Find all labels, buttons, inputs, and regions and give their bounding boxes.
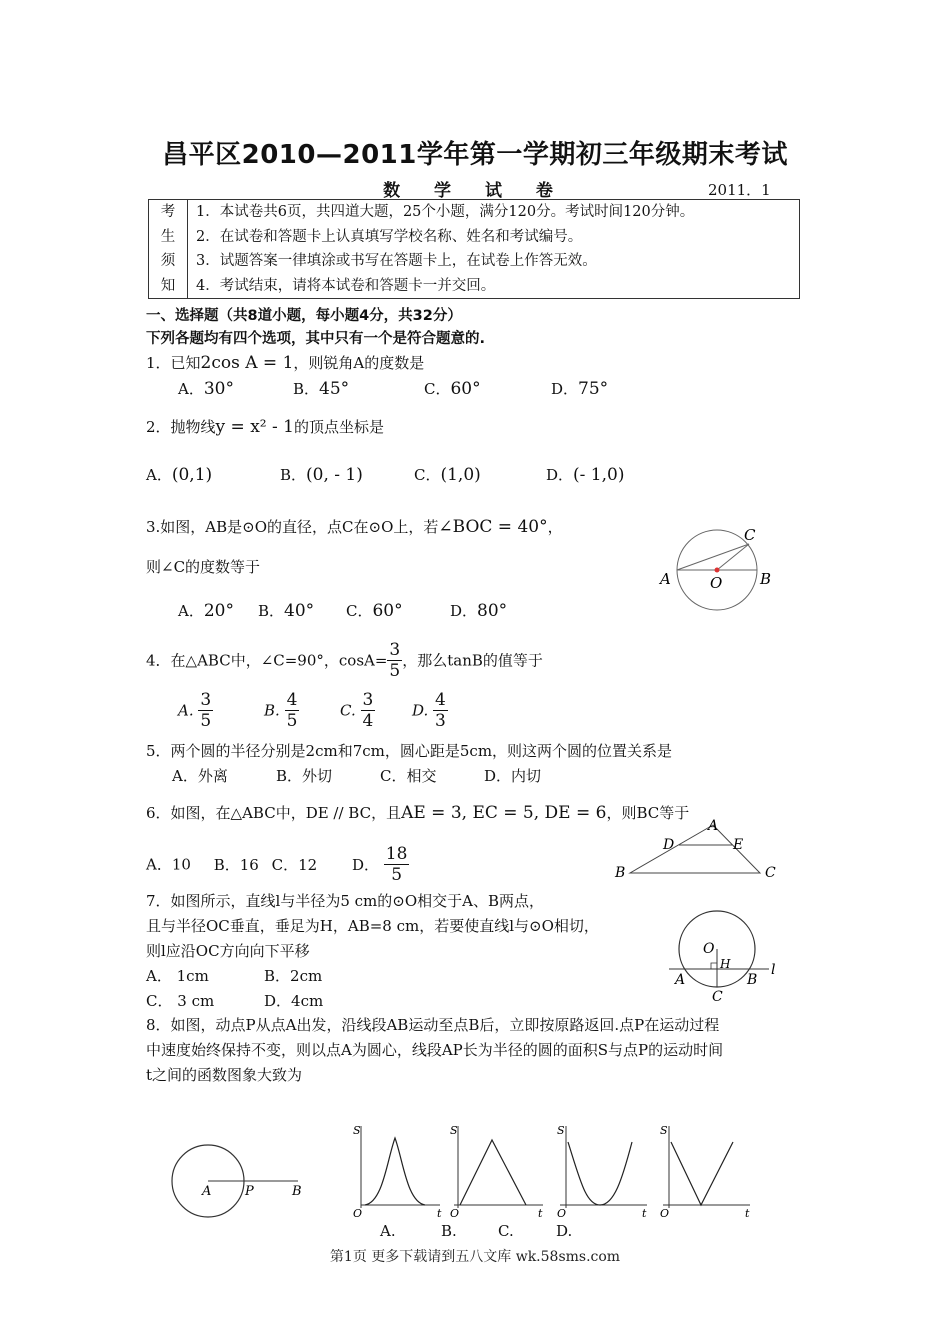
q6-label-a: A — [708, 818, 719, 834]
q7-stem-line3: 则l应沿OC方向向下平移 — [146, 942, 310, 960]
q3-radius-oc — [717, 544, 749, 570]
q6-label-d: D — [663, 837, 675, 853]
q8-graph-d-t-label: t — [745, 1207, 750, 1220]
notice-lines — [188, 200, 800, 299]
notice-label-char: 须 — [160, 253, 176, 269]
q8-graph-b-t-label: t — [538, 1207, 543, 1220]
q6-label-b: B — [615, 865, 626, 881]
q4-option-a[interactable]: A. $\frac{3}{5}$ — [178, 690, 212, 731]
notice-label — [149, 200, 188, 299]
q8-graph-d-line — [671, 1142, 733, 1205]
q3-option-b[interactable]: B．40° — [258, 601, 315, 621]
q3-chord-ac — [677, 544, 749, 570]
q4-fraction: $\frac{3}{5}$ — [389, 640, 401, 681]
q3-center-dot — [715, 568, 720, 573]
q6-math: AE = 3, EC = 5, DE = 6 — [401, 803, 607, 823]
q1-math: 2cos A = 1 — [200, 353, 294, 373]
q3-label-o: O — [710, 574, 723, 592]
q8-graph-a — [345, 1120, 445, 1220]
q8-label-b: B — [292, 1184, 302, 1199]
q3-stem-line1: 3.如图，AB是⊙O的直径，点C在⊙O上，若∠BOC = 40°， — [146, 517, 563, 537]
q7-label-a: A — [675, 972, 686, 988]
q7-circle-figure — [665, 905, 790, 1005]
q8-graph-c-o-label: O — [557, 1207, 567, 1220]
q5-option-a[interactable]: A．外离 — [172, 767, 228, 785]
q6-option-a[interactable]: A．10 — [146, 855, 191, 874]
q2-stem-prefix: 2．抛物线 — [146, 418, 216, 436]
q3-math: ∠BOC = 40° — [438, 517, 548, 537]
q4-option-b[interactable]: B. $\frac{4}{5}$ — [264, 690, 298, 731]
notice-table — [148, 199, 800, 299]
q2-stem — [146, 416, 384, 437]
q8-graph-c-curve — [568, 1142, 632, 1205]
notice-label-char: 生 — [160, 228, 176, 245]
q8-stem-line3: t之间的函数图象大致为 — [146, 1066, 303, 1084]
q3-stem-line2: 则∠C的度数等于 — [146, 558, 261, 576]
q8-option-b[interactable]: B. — [441, 1222, 457, 1240]
q8-graph-d — [655, 1120, 755, 1220]
q3-option-a[interactable]: A．20° — [178, 601, 234, 621]
q1-option-d[interactable]: D．75° — [551, 379, 609, 399]
q3-label-b: B — [760, 570, 772, 588]
q8-graph-b-o-label: O — [450, 1207, 460, 1220]
notice-line: 4．考试结束，请将本试卷和答题卡一并交回。 — [196, 277, 496, 294]
q8-graph-a-s-label: S — [353, 1124, 361, 1137]
q5-option-d[interactable]: D．内切 — [484, 767, 542, 785]
q1-option-a[interactable]: A．30° — [178, 379, 234, 399]
q7-stem-line2: 且与半径OC垂直，垂足为H，AB=8 cm，若要使直线l与⊙O相切， — [146, 917, 599, 935]
notice-line: 3．试题答案一律填涂或书写在答题卡上，在试卷上作答无效。 — [196, 253, 597, 269]
q4-stem: 4．在△ABC中，∠C=90°，cosA= $\frac{3}{5}$ ，那么tanB的值等于 — [146, 640, 543, 681]
q8-graph-a-o-label: O — [353, 1207, 363, 1220]
notice-label-char: 考 — [160, 204, 176, 220]
q7-label-o: O — [703, 941, 715, 957]
q1-stem — [146, 352, 424, 373]
q6-label-c: C — [765, 865, 776, 881]
q8-graph-b-line — [460, 1140, 526, 1205]
section-instruction: 下列各题均有四个选项，其中只有一个是符合题意的. — [146, 331, 486, 347]
q7-option-d[interactable]: D．4cm — [264, 992, 324, 1010]
q8-stem-line1: 8．如图，动点P从点A出发，沿线段AB运动至点B后，立即按原路返回.点P在运动过程 — [146, 1016, 720, 1034]
q2-option-d[interactable]: D．(- 1,0) — [546, 465, 625, 485]
q4-option-d[interactable]: D. $\frac{4}{3}$ — [412, 690, 446, 731]
q1-option-b[interactable]: B．45° — [293, 379, 350, 399]
q8-graph-d-o-label: O — [660, 1207, 670, 1220]
notice-line: 2．在试卷和答题卡上认真填写学校名称、姓名和考试编号。 — [196, 228, 583, 245]
q8-option-c[interactable]: C. — [498, 1222, 514, 1240]
q7-option-a[interactable]: A． 1cm — [146, 967, 209, 985]
q7-stem-line1: 7．如图所示，直线l与半径为5 cm的⊙O相交于A、B两点， — [146, 892, 545, 910]
q3-label-c: C — [744, 526, 756, 544]
page-footer: 第1页 更多下载请到五八文库 wk.58sms.com — [329, 1249, 621, 1265]
q7-label-c: C — [712, 989, 723, 1005]
q4-option-c[interactable]: C. $\frac{3}{4}$ — [340, 690, 374, 731]
section-heading: 一、选择题（共8道小题，每小题4分，共32分） — [146, 308, 462, 324]
q8-label-p: P — [245, 1184, 254, 1199]
q1-option-c[interactable]: C．60° — [424, 379, 481, 399]
exam-subject: 数 学 试 卷 — [383, 181, 567, 201]
q8-graph-d-s-label: S — [660, 1124, 668, 1137]
q8-graph-c-s-label: S — [557, 1124, 565, 1137]
notice-line: 1．本试卷共6页，共四道大题，25个小题，满分120分。考试时间120分钟。 — [196, 204, 695, 220]
q3-label-a: A — [660, 570, 671, 588]
q6-options — [146, 844, 409, 885]
q8-graph-b — [448, 1120, 548, 1220]
q8-graph-a-t-label: t — [437, 1207, 442, 1220]
q8-graph-a-curve — [365, 1138, 425, 1205]
q2-stem-suffix: 的顶点坐标是 — [293, 418, 384, 436]
q8-graph-c — [552, 1120, 652, 1220]
q2-option-a[interactable]: A．(0,1) — [146, 465, 213, 485]
q3-option-c[interactable]: C．60° — [346, 601, 403, 621]
q7-label-l: l — [771, 962, 776, 978]
q1-stem-suffix: ，则锐角A的度数是 — [293, 354, 425, 372]
notice-label-char: 知 — [160, 277, 176, 294]
q8-label-a: A — [202, 1184, 212, 1199]
q8-graph-b-s-label: S — [450, 1124, 458, 1137]
q6-stem: 6．如图，在△ABC中，DE // BC，且AE = 3, EC = 5, DE = 6，则BC等于 — [146, 803, 690, 823]
q5-option-b[interactable]: B．外切 — [276, 767, 333, 785]
q8-option-d[interactable]: D. — [556, 1222, 573, 1240]
q5-stem: 5．两个圆的半径分别是2cm和7cm，圆心距是5cm，则这两个圆的位置关系是 — [146, 742, 673, 760]
q5-option-c[interactable]: C．相交 — [380, 767, 437, 785]
q7-right-angle-mark — [711, 963, 717, 969]
q2-option-c[interactable]: C．(1,0) — [414, 465, 481, 485]
q3-circle-figure — [650, 515, 790, 615]
q6-option-c[interactable]: C．12 — [271, 855, 318, 874]
q2-math: y = x² - 1 — [215, 417, 294, 437]
q6-label-e: E — [733, 837, 744, 853]
exam-date: 2011．1 — [708, 181, 771, 199]
q8-graph-c-t-label: t — [642, 1207, 647, 1220]
q7-label-b: B — [747, 972, 758, 988]
q3-option-d[interactable]: D．80° — [450, 601, 508, 621]
q8-option-a[interactable]: A. — [380, 1222, 396, 1240]
q8-circle-figure — [160, 1135, 310, 1225]
q6-triangle-figure — [610, 815, 785, 887]
q6-option-b[interactable]: B．16 — [213, 855, 259, 874]
q7-option-b[interactable]: B．2cm — [264, 967, 323, 985]
q7-label-h: H — [720, 957, 731, 971]
q6-option-d[interactable]: D． $\frac{18}{5}$ — [351, 844, 408, 885]
exam-title: 昌平区2010—2011学年第一学期初三年级期末考试 — [162, 140, 788, 170]
q7-option-c[interactable]: C． 3 cm — [146, 992, 215, 1010]
q1-stem-prefix: 1．已知 — [146, 354, 201, 372]
q2-option-b[interactable]: B．(0, - 1) — [280, 465, 363, 485]
q8-stem-line2: 中速度始终保持不变，则以点A为圆心，线段AP长为半径的圆的面积S与点P的运动时间 — [146, 1041, 724, 1059]
